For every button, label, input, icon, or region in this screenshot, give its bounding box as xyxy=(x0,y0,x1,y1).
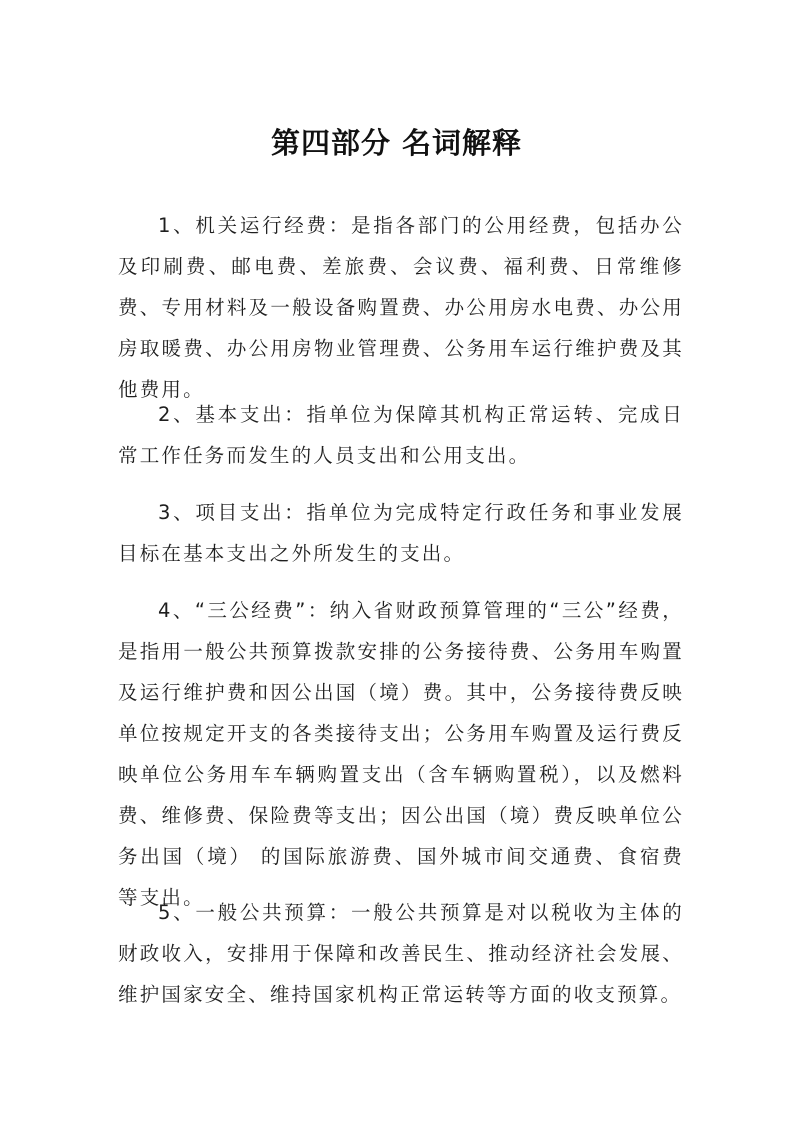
page-title: 第四部分 名词解释 xyxy=(270,126,523,161)
paragraph-general-public-budget: 5、一般公共预算：一般公共预算是对以税收为主体的财政收入，安排用于保障和改善民生、推动经济社会发展、维护国家安全、维持国家机构正常运转等方面的收支预算。 xyxy=(118,901,684,1006)
paragraph-operating-expenses: 1、机关运行经费：是指各部门的公用经费，包括办公及印刷费、邮电费、差旅费、会议费、福利费、日常维修费、专用材料及一般设备购置费、办公用房水电费、办公用房取暖费、办公用房物业管理费、公务用车运行维护费及其他费用。 xyxy=(118,214,684,401)
paragraph-project-expenditure: 3、项目支出：指单位为完成特定行政任务和事业发展目标在基本支出之外所发生的支出。 xyxy=(118,501,684,565)
paragraph-three-public-expenses: 4、“三公经费”：纳入省财政预算管理的“三公”经费，是指用一般公共预算拨款安排的公务接待费、公务用车购置及运行维护费和因公出国（境）费。其中，公务接待费反映单位按规定开支的各类接待支出；公务用车购置及运行费反映单位公务用车车辆购置支出（含车辆购置税），以及燃料费、维修费、保险费等支出；因公出国（境）费反映单位公务出国（境） 的国际旅游费、国外城市间交通费、食宿费等支出。 xyxy=(118,599,684,909)
paragraph-basic-expenditure: 2、基本支出：指单位为保障其机构正常运转、完成日常工作任务而发生的人员支出和公用支出。 xyxy=(118,403,684,467)
